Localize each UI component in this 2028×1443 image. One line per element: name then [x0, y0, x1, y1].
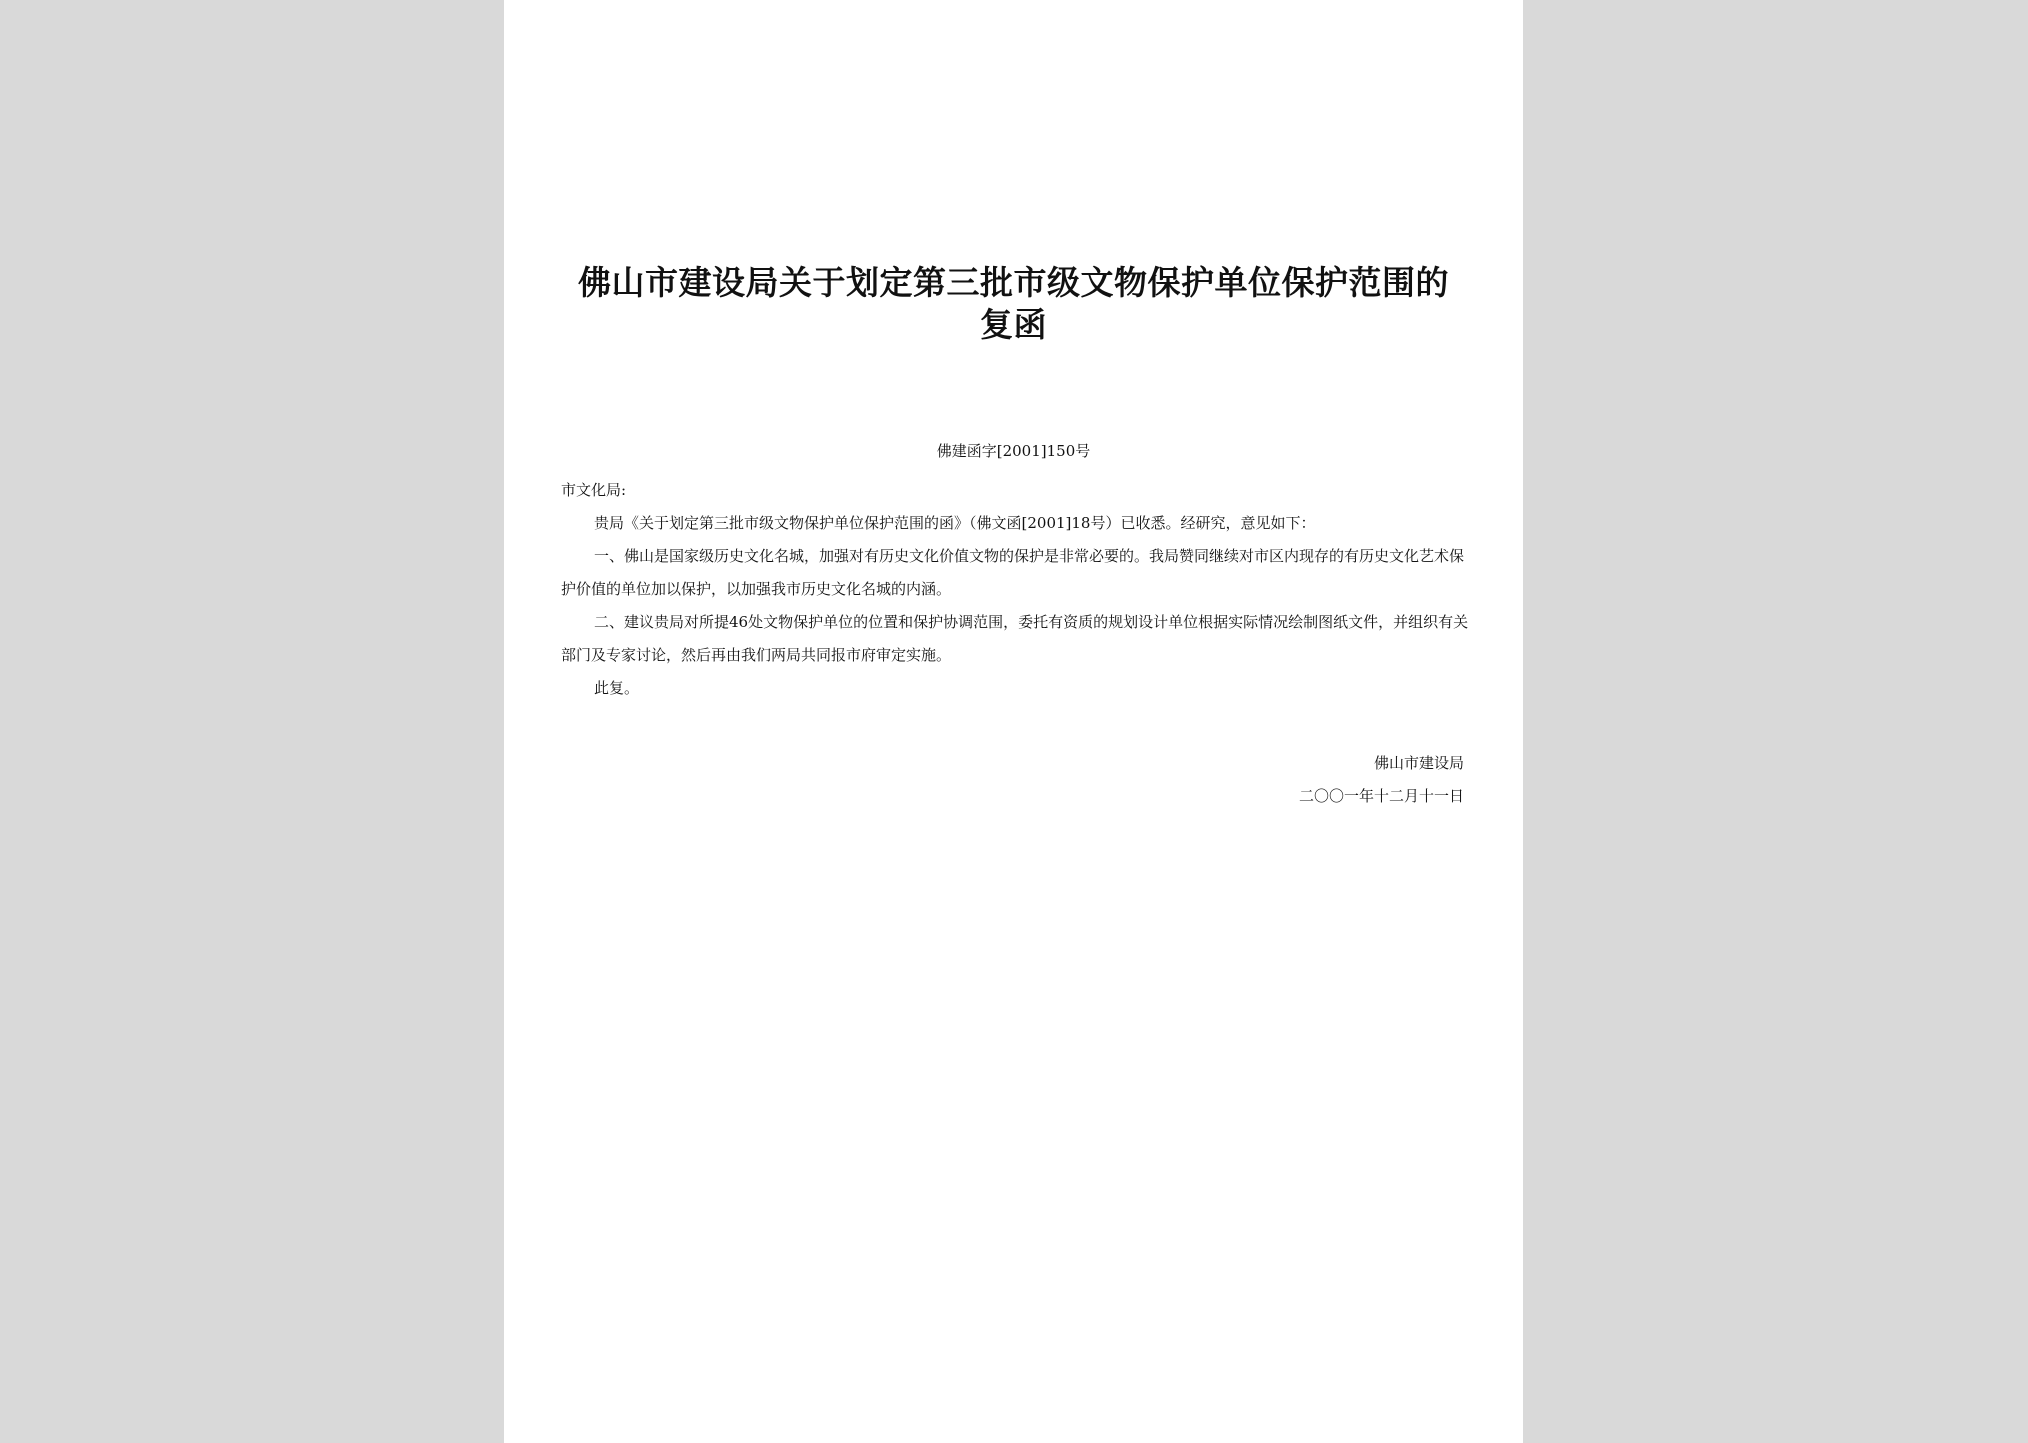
- paragraph-acknowledgement: 贵局《关于划定第三批市级文物保护单位保护范围的函》（佛文函[2001]18号）已收悉。经研究，意见如下：: [594, 514, 1316, 532]
- document-page: [504, 0, 1523, 1443]
- paragraph-closing: 此复。: [594, 679, 640, 697]
- paragraph-point-two: 二、建议贵局对所提46处文物保护单位的位置和保护协调范围，委托有资质的规划设计单位根据实际情况绘制图纸文件，并组织有关部门及专家讨论，然后再由我们两局共同报市府审定实施。: [561, 613, 1469, 664]
- document-date: 二〇〇一年十二月十一日: [1298, 787, 1464, 805]
- signer: 佛山市建设局: [1373, 754, 1464, 772]
- document-body: [561, 474, 1469, 705]
- salutation: 市文化局:: [561, 481, 627, 499]
- paragraph-point-one: 一、佛山是国家级历史文化名城，加强对有历史文化价值文物的保护是非常必要的。我局赞同继续对市区内现存的有历史文化艺术保护价值的单位加以保护，以加强我市历史文化名城的内涵。: [561, 547, 1465, 598]
- document-title: 佛山市建设局关于划定第三批市级文物保护单位保护范围的复函: [578, 263, 1449, 344]
- document-number: 佛建函字[2001]150号: [936, 442, 1091, 460]
